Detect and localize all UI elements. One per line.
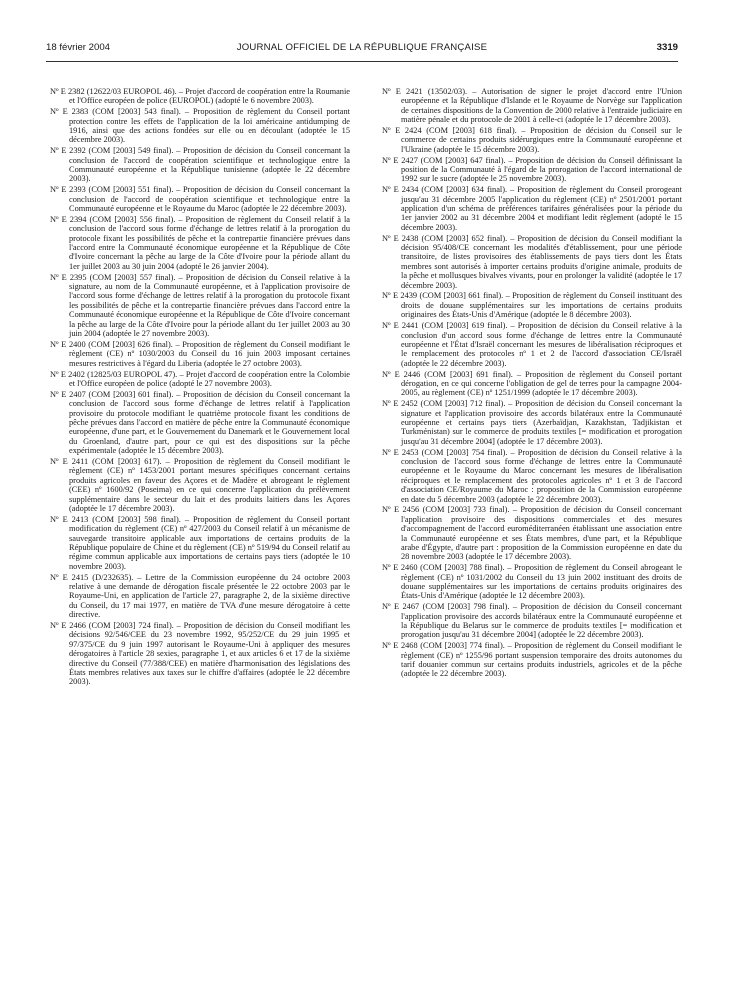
entry-e2438: Nº E 2438 (COM [2003] 652 final). – Proposition de décision du Conseil modifiant la décision 95/408/CE concernant les modalités d'établissement, pour une période transitoire, de listes provisoires des établissements de pays tiers dont les États membres sont autorisés à importer certains produits d'origine animale, produits de la pêche et mollusques bivalves vivants, pour en prolonger la validité (adoptée le 17 décembre 2003). <box>382 233 682 290</box>
entry-e2383: Nº E 2383 (COM [2003] 543 final). – Proposition de règlement du Conseil portant protection contre les effets de l'application de la loi américaine antidumping de 1916, ainsi que des actions fondées sur elle ou en découlant (adoptée le 15 décembre 2003). <box>50 107 350 145</box>
page-header <box>46 42 678 56</box>
entry-e2452: Nº E 2452 (COM [2003] 712 final). – Proposition de décision du Conseil concernant la signature et l'application provisoire des accords bilatéraux entre la Communauté européenne et certains pays tiers (Azerbaïdjan, Kazakhstan, Tadjikistan et Turkménistan) sur le commerce de produits textiles [= modification et prorogation jusqu'au 31 décembre 2004] (adoptée le 17 décembre 2003). <box>382 399 682 446</box>
entry-e2382: Nº E 2382 (12622/03 EUROPOL 46). – Projet d'accord de coopération entre la Roumanie et l'Office européen de police (EUROPOL) (adopté le 6 novembre 2003). <box>50 87 350 106</box>
entry-e2421: Nº E 2421 (13502/03). – Autorisation de signer le projet d'accord entre l'Union européenne et la République d'Islande et le Royaume de Norvège sur l'application de certaines dispositions de la Convention de 2000 relative à l'entraide judiciaire en matière pénale et du protocole de 2001 à celle-ci (adoptée le 17 décembre 2003). <box>382 87 682 125</box>
entry-e2402: Nº E 2402 (12825/03 EUROPOL 47). – Projet d'accord de coopération entre la Colombie et l'Office européen de police (adopté le 27 novembre 2003). <box>50 369 350 388</box>
page-number: 3319 <box>656 42 678 53</box>
entry-e2395: Nº E 2395 (COM [2003] 557 final). – Proposition de décision du Conseil relative à la signature, au nom de la Communauté européenne, et à l'application provisoire de l'accord sous forme d'échange de lettres relatif à la prorogation du protocole fixant les possibilités de pêche et la contrepartie financière prévues dans l'accord entre la Communauté économique européenne et la République de Côte d'Ivoire concernant la pêche au large de la Côte d'Ivoire pour la période allant du 1er juillet 2003 au 30 juin 2004 (adoptée le 27 novembre 2003). <box>50 272 350 339</box>
header-rule <box>46 61 678 62</box>
entry-e2456: Nº E 2456 (COM [2003] 733 final). – Proposition de décision du Conseil concernant l'application provisoire des dispositions commerciales et des mesures d'accompagnement de l'accord euroméditerranéen établissant une association entre la Communauté européenne et ses États membres, d'une part, et la République arabe d'Égypte, d'autre part : proposition de la Commission européenne en date du 28 novembre 2003 (adoptée le 17 décembre 2003). <box>382 505 682 562</box>
entry-e2466: Nº E 2466 (COM [2003] 724 final). – Proposition de décision du Conseil modifiant les décisions 92/546/CEE du 23 novembre 1992, 95/252/CE du 29 juin 1995 et 97/375/CE du 9 juin 1997 autorisant le Royaume-Uni à appliquer des mesures dérogatoires à l'article 28 sexies, paragraphe 1, et aux articles 6 et 17 de la sixième directive du Conseil (77/388/CEE) en matière d'harmonisation des législations des États membres relatives aux taxes sur le chiffre d'affaires (adoptée le 22 décembre 2003). <box>50 621 350 687</box>
journal-title: JOURNAL OFFICIEL DE LA RÉPUBLIQUE FRANÇAISE <box>236 42 488 53</box>
entry-e2453: Nº E 2453 (COM [2003] 754 final). – Proposition de décision du Conseil relative à la conclusion de l'accord sous forme d'échange de lettres entre la Communauté européenne et le Royaume du Maroc concernant les mesures de libéralisation réciproques et le remplacement des protocoles agricoles nº 1 et 3 de l'accord d'association CE/Royaume du Maroc : proposition de la Commission européenne en date du 5 décembre 2003 (adoptée le 22 décembre 2003). <box>382 447 682 504</box>
entry-e2468: Nº E 2468 (COM [2003] 774 final). – Proposition de règlement du Conseil modifiant le règlement (CE) nº 1255/96 portant suspension temporaire des droits autonomes du tarif douanier commun sur certains produits industriels, agricoles et de la pêche (adoptée le 22 décembre 2003). <box>382 641 682 679</box>
entry-e2394: Nº E 2394 (COM [2003] 556 final). – Proposition de règlement du Conseil relatif à la conclusion de l'accord sous forme d'échange de lettres relatif à la prorogation du protocole fixant les possibilités de pêche et la contrepartie financière prévues dans l'accord entre la Communauté économique européenne et la République de Côte d'Ivoire concernant la pêche au large de la Côte d'Ivoire pour la période allant du 1er juillet 2003 au 30 juin 2004 (adopté le 26 janvier 2004). <box>50 214 350 271</box>
entry-e2392: Nº E 2392 (COM [2003] 549 final). – Proposition de décision du Conseil concernant la conclusion de l'accord de coopération scientifique et technologique entre la Communauté européenne et la République tunisienne (adoptée le 22 décembre 2003). <box>50 146 350 184</box>
entry-e2407: Nº E 2407 (COM [2003] 601 final). – Proposition de décision du Conseil concernant la conclusion de l'accord sous forme d'échange de lettres relatif à l'application provisoire du protocole modifiant le quatrième protocole fixant les conditions de pêche prévues dans l'accord en matière de pêche entre la Communauté économique européenne, d'une part, et le Gouvernement du Danemark et le Gouvernement local du Groenland, d'autre part, pour ce qui est des dispositions sur la pêche expérimentale (adoptée le 15 décembre 2003). <box>50 389 350 456</box>
left-column <box>50 87 350 688</box>
entry-e2413: Nº E 2413 (COM [2003] 598 final). – Proposition de règlement du Conseil portant modification du règlement (CE) nº 427/2003 du Conseil relatif à un mécanisme de sauvegarde transitoire applicable aux importations de certains produits de la République populaire de Chine et du règlement (CE) nº 519/94 du Conseil relatif au régime commun applicable aux importations de certains pays tiers (adoptée le 10 novembre 2003). <box>50 514 350 571</box>
entry-e2460: Nº E 2460 (COM [2003] 788 final). – Proposition de règlement du Conseil abrogeant le règlement (CE) nº 1031/2002 du Conseil du 13 juin 2002 instituant des droits de douane supplémentaires sur les importations de certains produits originaires des États-Unis d'Amérique (adoptée le 12 décembre 2003). <box>382 563 682 601</box>
entry-e2411: Nº E 2411 (COM [2003] 617). – Proposition de règlement du Conseil modifiant le règlement (CE) nº 1453/2001 portant mesures spécifiques concernant certains produits agricoles en faveur des Açores et de Madère et abrogeant le règlement (CEE) nº 1600/92 (Poseima) en ce qui concerne l'application du prélèvement supplémentaire dans le secteur du lait et des produits laitiers dans les Açores (adoptée le 17 décembre 2003). <box>50 456 350 513</box>
header-date: 18 février 2004 <box>46 42 110 53</box>
entry-e2424: Nº E 2424 (COM [2003] 618 final). – Proposition de décision du Conseil sur le commerce de certains produits sidérurgiques entre la Communauté européenne et l'Ukraine (adoptée le 15 décembre 2003). <box>382 126 682 154</box>
entry-e2439: Nº E 2439 (COM [2003] 661 final). – Proposition de règlement du Conseil instituant des droits de douane supplémentaires sur les importations de certains produits originaires des États-Unis d'Amérique (adoptée le 8 décembre 2003). <box>382 291 682 320</box>
entry-e2446: Nº E 2446 (COM [2003] 691 final). – Proposition de règlement du Conseil portant dérogation, en ce qui concerne l'obligation de gel de terres pour la campagne 2004-2005, au règlement (CE) nº 1251/1999 (adoptée le 17 décembre 2003). <box>382 369 682 398</box>
entry-e2467: Nº E 2467 (COM [2003] 798 final). – Proposition de décision du Conseil concernant l'application provisoire des accords bilatéraux entre la Communauté européenne et la République du Belarus sur le commerce de produits textiles [= modification et prorogation jusqu'au 31 décembre 2004] (adoptée le 22 décembre 2003). <box>382 602 682 640</box>
entry-e2415: Nº E 2415 (D/232635). – Lettre de la Commission européenne du 24 octobre 2003 relative à une demande de dérogation fiscale présentée le 22 octobre 2003 par le Royaume-Uni, en application de l'article 27, paragraphe 2, de la sixième directive du Conseil, du 17 mai 1977, en matière de TVA d'une mesure dérogatoire à cette directive. <box>50 572 350 620</box>
entry-e2427: Nº E 2427 (COM [2003] 647 final). – Proposition de décision du Conseil définissant la position de la Communauté à l'égard de la prorogation de l'accord international de 1992 sur le sucre (adoptée le 25 novembre 2003). <box>382 155 682 184</box>
entry-e2434: Nº E 2434 (COM [2003] 634 final). – Proposition de règlement du Conseil prorogeant jusqu'au 31 décembre 2005 l'application du règlement (CE) nº 2501/2001 portant application d'un schéma de préférences tarifaires généralisées pour la période du 1er janvier 2002 au 31 décembre 2004 et modifiant ledit règlement (adopté le 15 décembre 2003). <box>382 185 682 232</box>
entry-e2400: Nº E 2400 (COM [2003] 626 final). – Proposition de règlement du Conseil modifiant le règlement (CE) nº 1030/2003 du Conseil du 16 juin 2003 imposant certaines mesures restrictives à l'égard du Liberia (adoptée le 27 octobre 2003). <box>50 339 350 368</box>
entry-e2393: Nº E 2393 (COM [2003] 551 final). – Proposition de décision du Conseil concernant la conclusion de l'accord de coopération scientifique et technologique entre la Communauté européenne et le Royaume du Maroc (adoptée le 22 décembre 2003). <box>50 185 350 214</box>
entry-e2441: Nº E 2441 (COM [2003] 619 final). – Proposition de décision du Conseil relative à la conclusion d'un accord sous forme d'échange de lettres entre la Communauté européenne et l'État d'Israël concernant les mesures de libéralisation réciproques et le remplacement des protocoles nº 1 et 2 de l'accord d'association CE/Israël (adoptée le 22 décembre 2003). <box>382 321 682 368</box>
right-column <box>382 87 682 680</box>
